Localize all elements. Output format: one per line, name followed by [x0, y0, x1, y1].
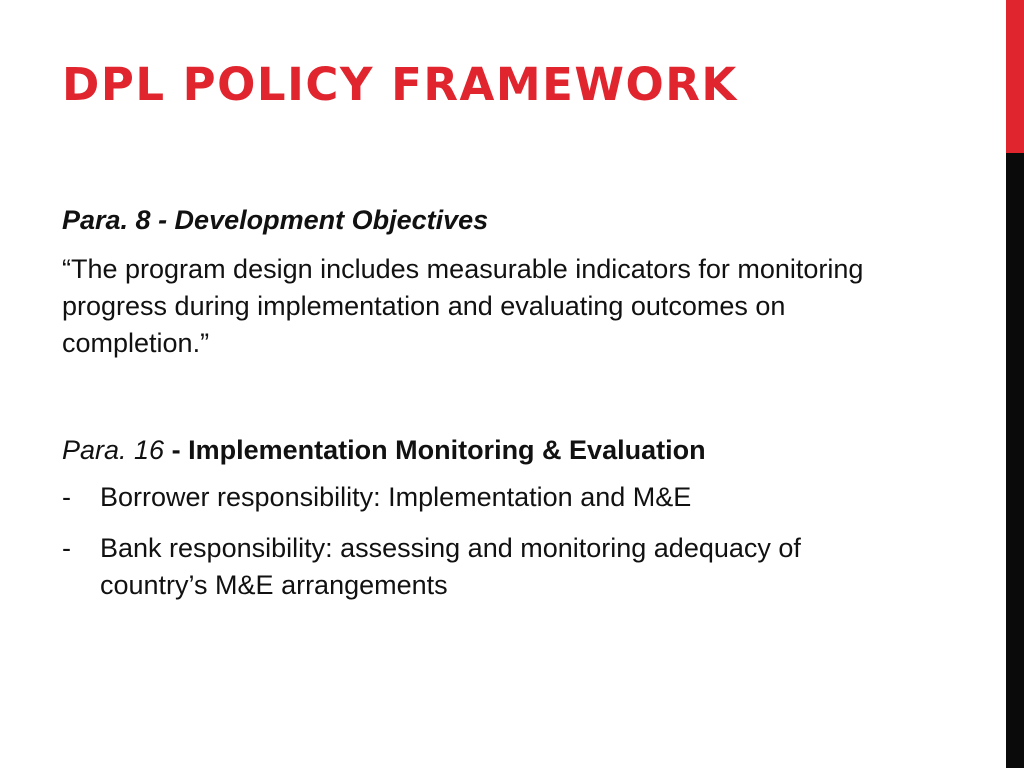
slide-title: DPL POLICY FRAMEWORK — [62, 58, 738, 111]
bullet-marker: - — [62, 482, 71, 512]
section-heading-title: - Implementation Monitoring & Evaluation — [164, 435, 706, 465]
list-item — [62, 530, 900, 604]
list-item — [62, 479, 900, 516]
responsibility-list — [62, 479, 962, 604]
bullet-marker: - — [62, 533, 71, 563]
section-heading-implementation-me — [62, 432, 962, 469]
list-item-text: Borrower responsibility: Implementation and M&E — [100, 482, 692, 512]
accent-bar-black — [1006, 153, 1024, 768]
list-item-text: Bank responsibility: assessing and monitoring adequacy of country’s M&E arrangements — [100, 533, 801, 600]
development-objectives-quote: “The program design includes measurable indicators for monitoring progress during implementation and evaluating outcomes on completion.” — [62, 254, 864, 358]
section-heading-development-objectives: Para. 8 - Development Objectives — [62, 205, 489, 235]
section-heading-ref: Para. 16 — [62, 435, 165, 465]
accent-bar-red — [1006, 0, 1024, 153]
slide-body — [62, 202, 962, 618]
